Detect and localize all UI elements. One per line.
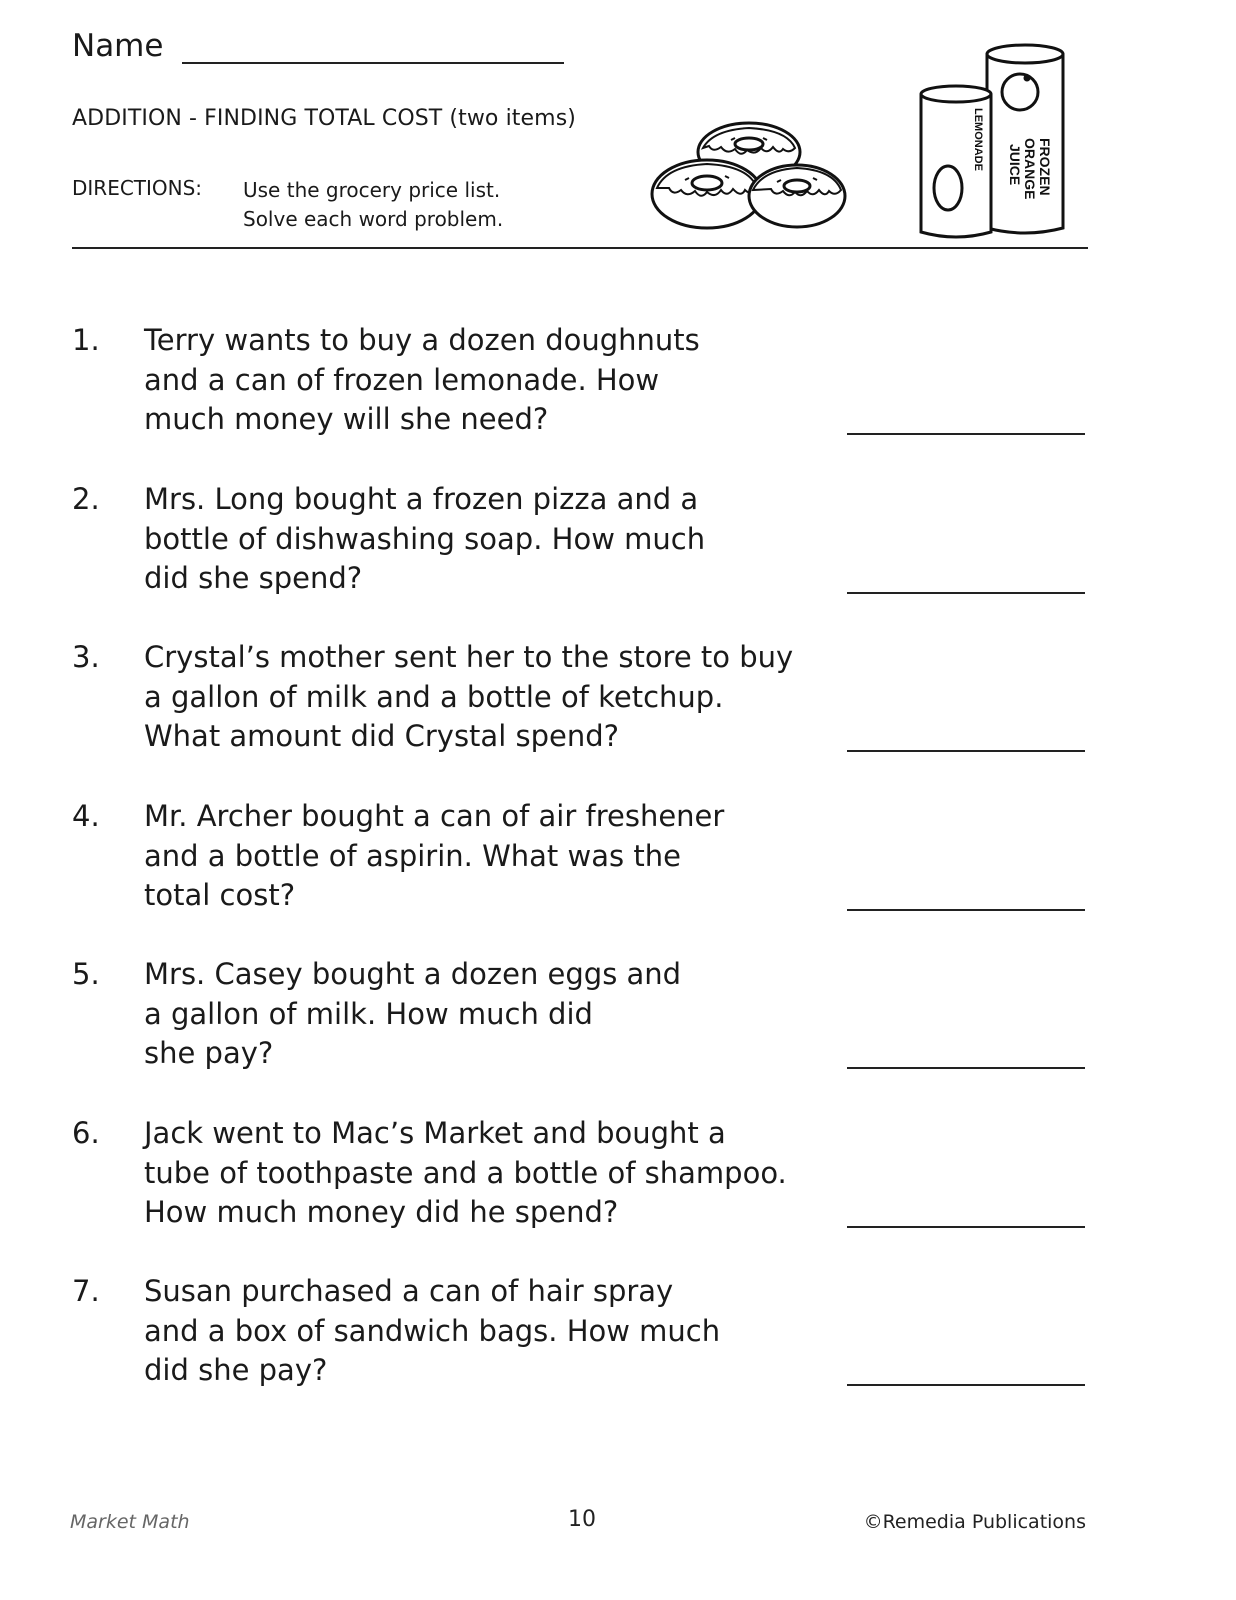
grocery-illustration	[645, 38, 1090, 243]
juice-label-line3: JUICE	[1007, 144, 1023, 186]
lemonade-label: LEMONADE	[972, 108, 984, 171]
worksheet-title: ADDITION - FINDING TOTAL COST (two items)	[72, 106, 576, 131]
answer-field[interactable]	[847, 592, 1085, 594]
problem-text: Mr. Archer bought a can of air freshener and a bottle of aspirin. What was the total cost?	[144, 799, 725, 912]
directions-label: DIRECTIONS:	[72, 176, 203, 200]
problem-text: Crystal’s mother sent her to the store to buy a gallon of milk and a bottle of ketchup. What amount did Crystal spend?	[144, 640, 794, 753]
problem-text: Terry wants to buy a dozen doughnuts and a can of frozen lemonade. How much money will she need?	[144, 323, 700, 436]
answer-field[interactable]	[847, 750, 1085, 752]
problem-number: 7.	[72, 1274, 100, 1308]
juice-label-line1: FROZEN	[1037, 138, 1053, 196]
problem-3	[72, 638, 1088, 768]
problem-6	[72, 1114, 1088, 1244]
problem-text: Mrs. Casey bought a dozen eggs and a gallon of milk. How much did she pay?	[144, 957, 682, 1070]
problem-number: 6.	[72, 1116, 100, 1150]
problem-7	[72, 1272, 1088, 1402]
answer-field[interactable]	[847, 1226, 1085, 1228]
doughnut-left-icon	[652, 160, 762, 228]
problem-number: 1.	[72, 323, 100, 357]
problem-number: 4.	[72, 799, 100, 833]
problem-number: 2.	[72, 482, 100, 516]
answer-field[interactable]	[847, 433, 1085, 435]
answer-field[interactable]	[847, 1384, 1085, 1386]
problem-number: 5.	[72, 957, 100, 991]
footer-copyright: ©Remedia Publications	[863, 1511, 1086, 1533]
problem-text: Susan purchased a can of hair spray and a box of sandwich bags. How much did she pay?	[144, 1274, 721, 1387]
name-field[interactable]	[182, 62, 564, 64]
juice-label-line2: ORANGE	[1022, 138, 1038, 200]
problem-1	[72, 321, 1088, 451]
page-number: 10	[568, 1507, 596, 1532]
footer-book-title: Market Math	[70, 1511, 190, 1533]
header-divider	[72, 247, 1088, 249]
answer-field[interactable]	[847, 1067, 1085, 1069]
problem-text: Jack went to Mac’s Market and bought a tube of toothpaste and a bottle of shampoo. How much money did he spend?	[144, 1116, 787, 1229]
problem-2	[72, 480, 1088, 610]
problem-number: 3.	[72, 640, 100, 674]
directions-text: Use the grocery price list. Solve each word problem.	[243, 178, 504, 231]
name-label: Name	[72, 28, 164, 64]
problem-5	[72, 955, 1088, 1085]
doughnut-right-icon	[749, 165, 845, 227]
answer-field[interactable]	[847, 909, 1085, 911]
problem-text: Mrs. Long bought a frozen pizza and a bottle of dishwashing soap. How much did she spend?	[144, 482, 706, 595]
problem-4	[72, 797, 1088, 927]
